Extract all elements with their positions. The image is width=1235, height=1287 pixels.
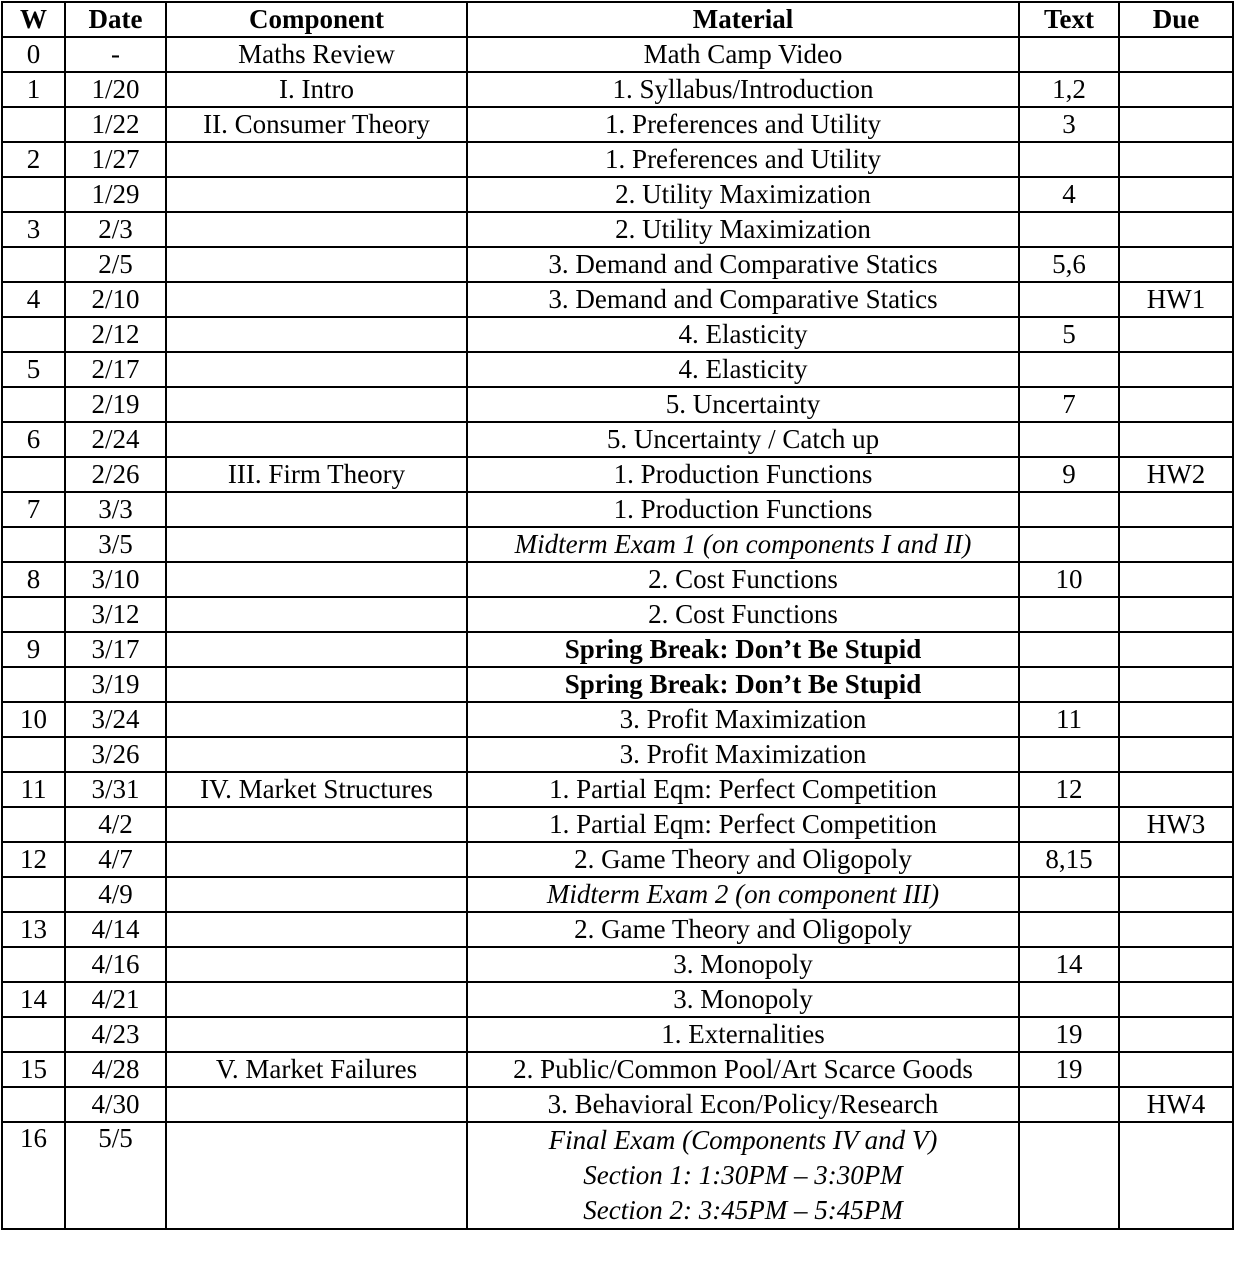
week-cell <box>2 527 65 562</box>
due-cell: HW4 <box>1119 1087 1233 1122</box>
week-cell: 15 <box>2 1052 65 1087</box>
schedule-row <box>2 632 1233 667</box>
schedule-row <box>2 597 1233 632</box>
date-cell: 2/10 <box>65 282 166 317</box>
schedule-row <box>2 877 1233 912</box>
final-exam-title: Final Exam (Components IV and V) <box>548 1125 938 1155</box>
schedule-row <box>2 142 1233 177</box>
week-cell: 14 <box>2 982 65 1017</box>
final-exam-section-2: Section 2: 3:45PM – 5:45PM <box>583 1195 903 1225</box>
week-cell: 7 <box>2 492 65 527</box>
component-cell <box>166 632 467 667</box>
material-cell: 2. Public/Common Pool/Art Scarce Goods <box>467 1052 1019 1087</box>
due-cell: HW3 <box>1119 807 1233 842</box>
date-cell: 4/14 <box>65 912 166 947</box>
text-cell: 5 <box>1019 317 1119 352</box>
date-cell: 3/12 <box>65 597 166 632</box>
due-cell <box>1119 37 1233 72</box>
text-cell <box>1019 352 1119 387</box>
date-cell: 1/29 <box>65 177 166 212</box>
material-cell: 2. Game Theory and Oligopoly <box>467 842 1019 877</box>
date-cell: 3/10 <box>65 562 166 597</box>
material-cell: 3. Monopoly <box>467 982 1019 1017</box>
component-cell <box>166 352 467 387</box>
text-cell <box>1019 142 1119 177</box>
week-cell <box>2 947 65 982</box>
date-cell: 5/5 <box>65 1122 166 1229</box>
component-cell <box>166 247 467 282</box>
week-cell: 3 <box>2 212 65 247</box>
header-text: Text <box>1019 2 1119 37</box>
due-cell <box>1119 72 1233 107</box>
week-cell: 1 <box>2 72 65 107</box>
material-cell: 2. Game Theory and Oligopoly <box>467 912 1019 947</box>
due-cell <box>1119 317 1233 352</box>
text-cell <box>1019 1087 1119 1122</box>
week-cell: 5 <box>2 352 65 387</box>
component-cell <box>166 212 467 247</box>
date-cell: 2/26 <box>65 457 166 492</box>
due-cell <box>1119 107 1233 142</box>
schedule-row <box>2 492 1233 527</box>
material-cell: 1. Production Functions <box>467 457 1019 492</box>
text-cell: 10 <box>1019 562 1119 597</box>
material-cell: 1. Syllabus/Introduction <box>467 72 1019 107</box>
component-cell <box>166 597 467 632</box>
text-cell: 12 <box>1019 772 1119 807</box>
component-cell: II. Consumer Theory <box>166 107 467 142</box>
due-cell <box>1119 667 1233 702</box>
date-cell: 4/7 <box>65 842 166 877</box>
schedule-row <box>2 702 1233 737</box>
text-cell <box>1019 1122 1119 1229</box>
due-cell <box>1119 177 1233 212</box>
text-cell <box>1019 597 1119 632</box>
date-cell: - <box>65 37 166 72</box>
material-cell: 5. Uncertainty <box>467 387 1019 422</box>
text-cell <box>1019 912 1119 947</box>
due-cell <box>1119 562 1233 597</box>
text-cell: 5,6 <box>1019 247 1119 282</box>
header-row <box>2 2 1233 37</box>
date-cell: 4/28 <box>65 1052 166 1087</box>
schedule-row <box>2 317 1233 352</box>
component-cell <box>166 317 467 352</box>
text-cell: 4 <box>1019 177 1119 212</box>
text-cell <box>1019 877 1119 912</box>
schedule-row <box>2 37 1233 72</box>
due-cell <box>1119 597 1233 632</box>
text-cell: 14 <box>1019 947 1119 982</box>
week-cell: 8 <box>2 562 65 597</box>
schedule-row <box>2 807 1233 842</box>
material-cell: 1. Preferences and Utility <box>467 142 1019 177</box>
syllabus-schedule-table <box>1 1 1234 1230</box>
due-cell: HW1 <box>1119 282 1233 317</box>
date-cell: 3/17 <box>65 632 166 667</box>
schedule-row <box>2 947 1233 982</box>
material-cell: 3. Monopoly <box>467 947 1019 982</box>
date-cell: 3/5 <box>65 527 166 562</box>
week-cell: 11 <box>2 772 65 807</box>
material-cell: 1. Partial Eqm: Perfect Competition <box>467 807 1019 842</box>
text-cell <box>1019 422 1119 457</box>
text-cell: 3 <box>1019 107 1119 142</box>
text-cell <box>1019 492 1119 527</box>
date-cell: 3/19 <box>65 667 166 702</box>
due-cell <box>1119 982 1233 1017</box>
final-exam-material-cell <box>467 1122 1019 1229</box>
material-cell: 2. Cost Functions <box>467 597 1019 632</box>
text-cell <box>1019 632 1119 667</box>
schedule-row <box>2 1017 1233 1052</box>
due-cell <box>1119 1017 1233 1052</box>
due-cell <box>1119 702 1233 737</box>
component-cell <box>166 422 467 457</box>
week-cell <box>2 387 65 422</box>
date-cell: 4/16 <box>65 947 166 982</box>
header-date: Date <box>65 2 166 37</box>
text-cell <box>1019 527 1119 562</box>
material-cell: 5. Uncertainty / Catch up <box>467 422 1019 457</box>
material-cell: Spring Break: Don’t Be Stupid <box>467 632 1019 667</box>
schedule-row <box>2 422 1233 457</box>
date-cell: 2/5 <box>65 247 166 282</box>
text-cell <box>1019 807 1119 842</box>
text-cell: 8,15 <box>1019 842 1119 877</box>
text-cell: 7 <box>1019 387 1119 422</box>
date-cell: 3/31 <box>65 772 166 807</box>
schedule-row <box>2 737 1233 772</box>
header-material: Material <box>467 2 1019 37</box>
header-week: W <box>2 2 65 37</box>
due-cell <box>1119 1052 1233 1087</box>
date-cell: 1/27 <box>65 142 166 177</box>
final-exam-row <box>2 1122 1233 1229</box>
material-cell: 4. Elasticity <box>467 317 1019 352</box>
due-cell <box>1119 387 1233 422</box>
schedule-row <box>2 772 1233 807</box>
component-cell <box>166 947 467 982</box>
component-cell <box>166 387 467 422</box>
component-cell <box>166 142 467 177</box>
schedule-row <box>2 177 1233 212</box>
text-cell: 19 <box>1019 1052 1119 1087</box>
material-cell: 3. Profit Maximization <box>467 737 1019 772</box>
schedule-row <box>2 912 1233 947</box>
week-cell: 4 <box>2 282 65 317</box>
material-cell: 1. Partial Eqm: Perfect Competition <box>467 772 1019 807</box>
material-cell: 1. Production Functions <box>467 492 1019 527</box>
week-cell: 9 <box>2 632 65 667</box>
component-cell <box>166 1122 467 1229</box>
due-cell <box>1119 492 1233 527</box>
text-cell <box>1019 982 1119 1017</box>
material-cell: Midterm Exam 2 (on component III) <box>467 877 1019 912</box>
component-cell <box>166 842 467 877</box>
material-cell: 3. Profit Maximization <box>467 702 1019 737</box>
material-cell: Midterm Exam 1 (on components I and II) <box>467 527 1019 562</box>
schedule-row <box>2 212 1233 247</box>
date-cell: 2/17 <box>65 352 166 387</box>
due-cell <box>1119 772 1233 807</box>
schedule-row <box>2 457 1233 492</box>
component-cell <box>166 737 467 772</box>
due-cell <box>1119 1122 1233 1229</box>
component-cell <box>166 177 467 212</box>
week-cell <box>2 1087 65 1122</box>
schedule-row <box>2 1052 1233 1087</box>
due-cell <box>1119 737 1233 772</box>
material-cell: 2. Utility Maximization <box>467 177 1019 212</box>
component-cell <box>166 527 467 562</box>
due-cell <box>1119 527 1233 562</box>
due-cell <box>1119 422 1233 457</box>
schedule-row <box>2 527 1233 562</box>
material-cell: 2. Cost Functions <box>467 562 1019 597</box>
schedule-row <box>2 667 1233 702</box>
component-cell <box>166 492 467 527</box>
text-cell <box>1019 667 1119 702</box>
header-due: Due <box>1119 2 1233 37</box>
week-cell <box>2 737 65 772</box>
week-cell <box>2 667 65 702</box>
component-cell: III. Firm Theory <box>166 457 467 492</box>
date-cell: 2/12 <box>65 317 166 352</box>
date-cell: 4/21 <box>65 982 166 1017</box>
text-cell <box>1019 37 1119 72</box>
material-cell: 3. Demand and Comparative Statics <box>467 282 1019 317</box>
week-cell: 10 <box>2 702 65 737</box>
material-cell: 4. Elasticity <box>467 352 1019 387</box>
date-cell: 4/2 <box>65 807 166 842</box>
schedule-row <box>2 982 1233 1017</box>
date-cell: 4/30 <box>65 1087 166 1122</box>
component-cell <box>166 912 467 947</box>
schedule-row <box>2 107 1233 142</box>
text-cell: 1,2 <box>1019 72 1119 107</box>
schedule-row <box>2 562 1233 597</box>
date-cell: 2/24 <box>65 422 166 457</box>
due-cell <box>1119 877 1233 912</box>
week-cell: 13 <box>2 912 65 947</box>
material-cell: 1. Preferences and Utility <box>467 107 1019 142</box>
component-cell: V. Market Failures <box>166 1052 467 1087</box>
material-cell: 2. Utility Maximization <box>467 212 1019 247</box>
due-cell <box>1119 632 1233 667</box>
text-cell: 9 <box>1019 457 1119 492</box>
schedule-row <box>2 1087 1233 1122</box>
component-cell: Maths Review <box>166 37 467 72</box>
schedule-row <box>2 247 1233 282</box>
final-exam-section-1: Section 1: 1:30PM – 3:30PM <box>583 1160 903 1190</box>
header-component: Component <box>166 2 467 37</box>
material-cell: 3. Behavioral Econ/Policy/Research <box>467 1087 1019 1122</box>
week-cell <box>2 807 65 842</box>
week-cell <box>2 107 65 142</box>
component-cell <box>166 282 467 317</box>
due-cell <box>1119 352 1233 387</box>
material-cell: Math Camp Video <box>467 37 1019 72</box>
material-cell: 3. Demand and Comparative Statics <box>467 247 1019 282</box>
text-cell: 11 <box>1019 702 1119 737</box>
week-cell <box>2 457 65 492</box>
text-cell <box>1019 212 1119 247</box>
component-cell <box>166 1017 467 1052</box>
due-cell <box>1119 212 1233 247</box>
component-cell <box>166 562 467 597</box>
date-cell: 2/3 <box>65 212 166 247</box>
due-cell <box>1119 912 1233 947</box>
component-cell <box>166 807 467 842</box>
schedule-row <box>2 352 1233 387</box>
due-cell <box>1119 842 1233 877</box>
date-cell: 4/23 <box>65 1017 166 1052</box>
material-cell: 1. Externalities <box>467 1017 1019 1052</box>
week-cell: 12 <box>2 842 65 877</box>
component-cell <box>166 877 467 912</box>
schedule-row <box>2 72 1233 107</box>
component-cell: I. Intro <box>166 72 467 107</box>
date-cell: 3/24 <box>65 702 166 737</box>
week-cell <box>2 597 65 632</box>
component-cell: IV. Market Structures <box>166 772 467 807</box>
component-cell <box>166 667 467 702</box>
week-cell: 2 <box>2 142 65 177</box>
component-cell <box>166 702 467 737</box>
schedule-row <box>2 842 1233 877</box>
week-cell <box>2 247 65 282</box>
text-cell <box>1019 282 1119 317</box>
week-cell: 16 <box>2 1122 65 1229</box>
due-cell: HW2 <box>1119 457 1233 492</box>
week-cell <box>2 1017 65 1052</box>
week-cell <box>2 317 65 352</box>
text-cell <box>1019 737 1119 772</box>
week-cell <box>2 177 65 212</box>
date-cell: 1/22 <box>65 107 166 142</box>
week-cell: 6 <box>2 422 65 457</box>
date-cell: 3/26 <box>65 737 166 772</box>
text-cell: 19 <box>1019 1017 1119 1052</box>
week-cell <box>2 877 65 912</box>
date-cell: 4/9 <box>65 877 166 912</box>
date-cell: 3/3 <box>65 492 166 527</box>
week-cell: 0 <box>2 37 65 72</box>
date-cell: 1/20 <box>65 72 166 107</box>
component-cell <box>166 1087 467 1122</box>
due-cell <box>1119 947 1233 982</box>
component-cell <box>166 982 467 1017</box>
date-cell: 2/19 <box>65 387 166 422</box>
due-cell <box>1119 142 1233 177</box>
material-cell: Spring Break: Don’t Be Stupid <box>467 667 1019 702</box>
schedule-row <box>2 282 1233 317</box>
schedule-row <box>2 387 1233 422</box>
due-cell <box>1119 247 1233 282</box>
